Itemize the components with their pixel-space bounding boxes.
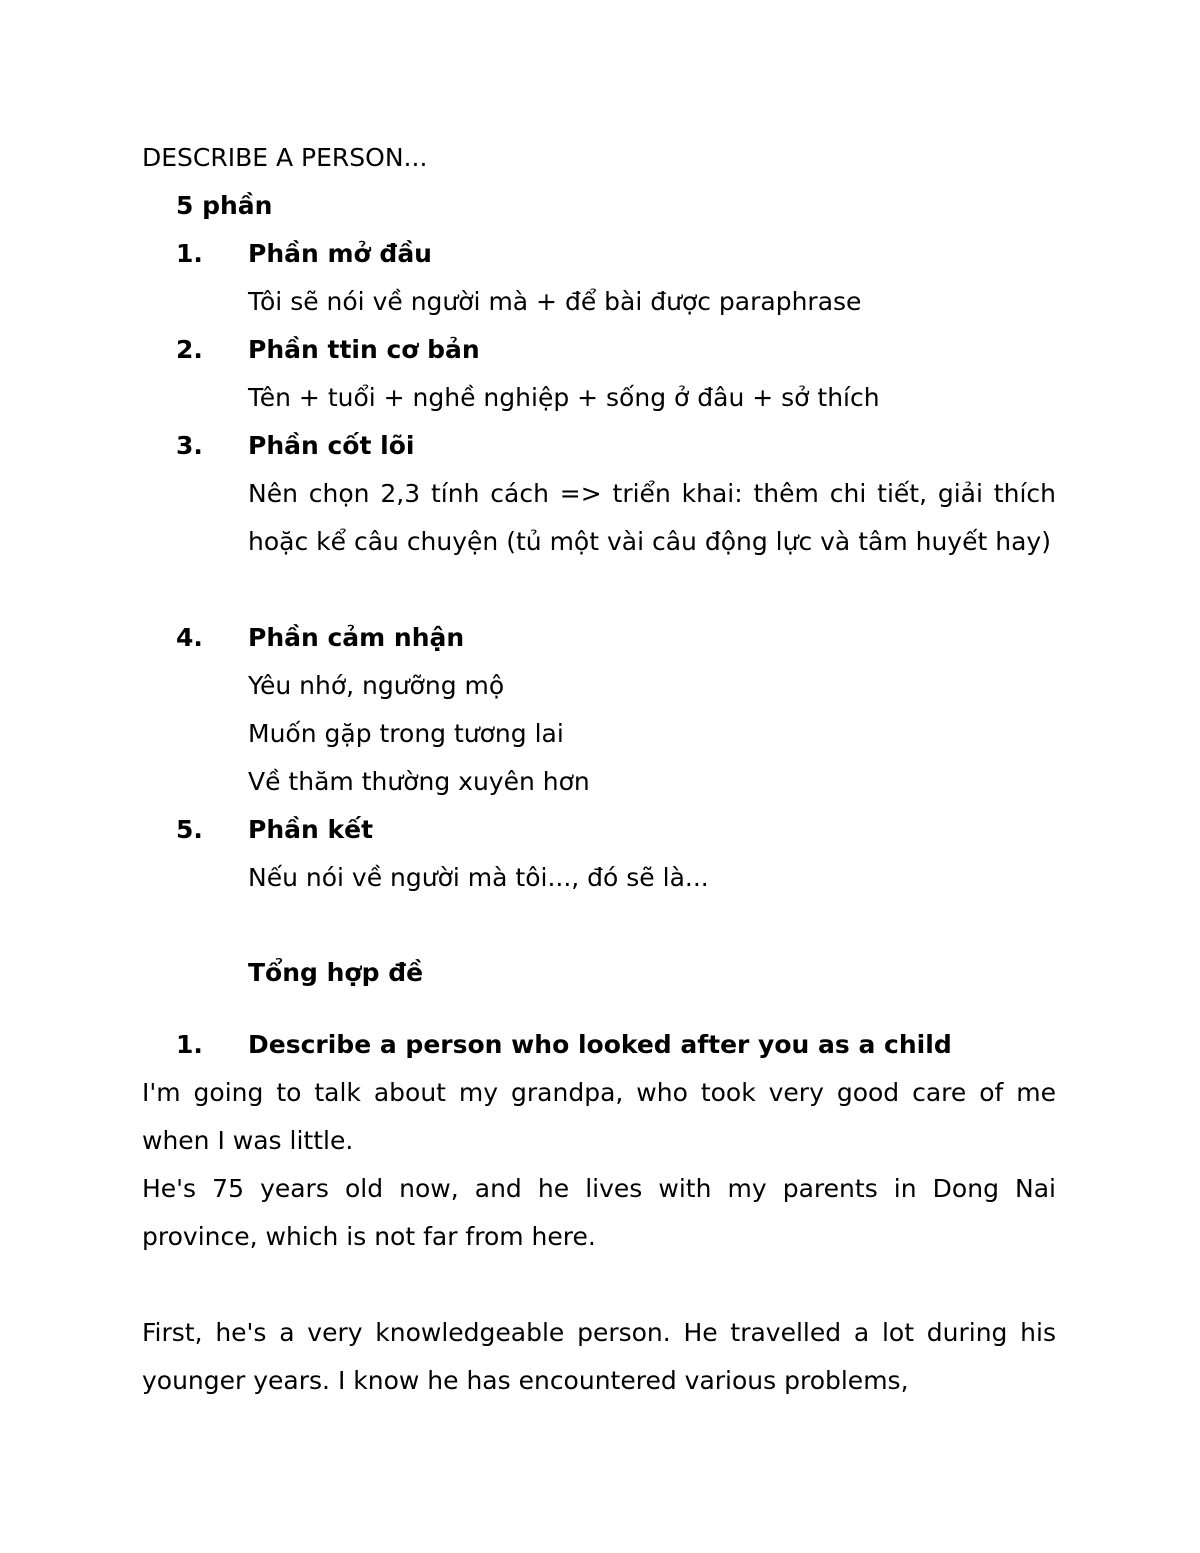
summary-heading: Tổng hợp đề: [248, 958, 424, 987]
section-2-number: 2.: [176, 335, 203, 364]
topic-number: 1.: [176, 1030, 203, 1059]
section-3-number: 3.: [176, 431, 203, 460]
section-5-heading: Phần kết: [248, 815, 374, 844]
section-5-number: 5.: [176, 815, 203, 844]
section-3-heading: Phần cốt lõi: [248, 431, 415, 460]
section-4-heading: Phần cảm nhận: [248, 623, 465, 652]
section-4-text-1: Yêu nhớ, ngưỡng mộ: [248, 671, 505, 700]
document-title: DESCRIBE A PERSON...: [142, 143, 428, 172]
section-2-heading: Phần ttin cơ bản: [248, 335, 480, 364]
section-2-text: Tên + tuổi + nghề nghiệp + sống ở đâu + sở thích: [248, 383, 880, 412]
section-4-text-3: Về thăm thường xuyên hơn: [248, 767, 590, 796]
section-1-number: 1.: [176, 239, 203, 268]
section-1-text: Tôi sẽ nói về người mà + để bài được paraphrase: [248, 287, 862, 316]
answer-paragraph-1: I'm going to talk about my grandpa, who took very good care of me when I was little.: [142, 1078, 1056, 1155]
answer-paragraph-2: He's 75 years old now, and he lives with my parents in Dong Nai province, which is not far from here.: [142, 1174, 1056, 1251]
section-4-text-2: Muốn gặp trong tương lai: [248, 719, 564, 748]
section-3-paragraph: Nên chọn 2,3 tính cách => triển khai: thêm chi tiết, giải thích hoặc kể câu chuyện (tủ một vài câu động lực và tâm huyết hay): [248, 479, 1056, 556]
topic-heading: Describe a person who looked after you as a child: [248, 1030, 952, 1059]
section-5-text: Nếu nói về người mà tôi..., đó sẽ là...: [248, 863, 709, 892]
section-4-number: 4.: [176, 623, 203, 652]
answer-paragraph-3: First, he's a very knowledgeable person. He travelled a lot during his younger years. I know he has encountered various problems,: [142, 1318, 1056, 1395]
section-1-heading: Phần mở đầu: [248, 239, 432, 268]
parts-heading: 5 phần: [176, 191, 273, 220]
